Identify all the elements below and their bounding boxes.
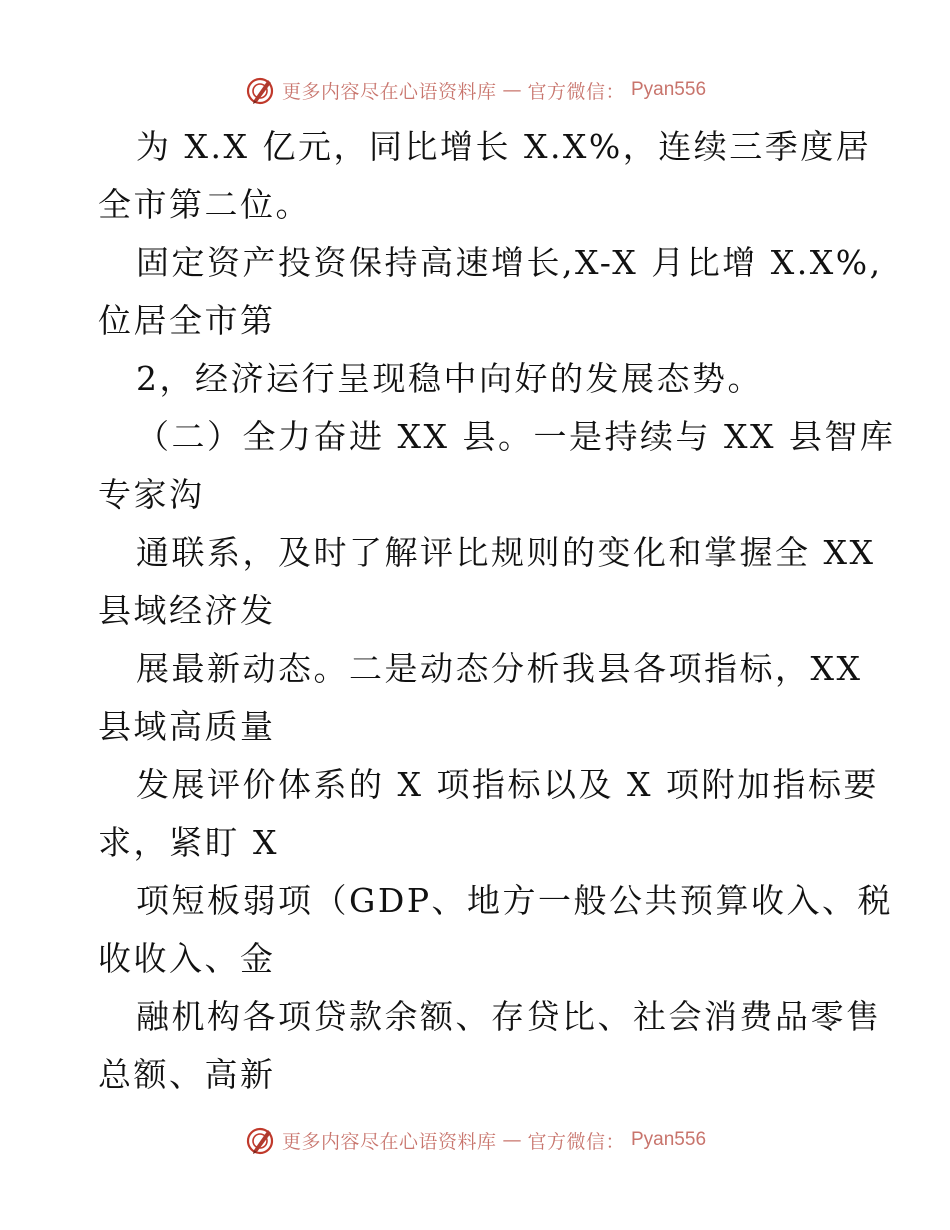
watermark-separator: —: [502, 1129, 522, 1151]
pen-logo-icon: [244, 1124, 276, 1156]
watermark-text: 更多内容尽在心语资料库: [281, 80, 497, 103]
footer-watermark: [0, 1122, 950, 1158]
watermark-separator: —: [502, 79, 522, 101]
watermark-text: 更多内容尽在心语资料库: [281, 1130, 497, 1153]
body-text-line: 展最新动态。二是动态分析我县各项指标，XX: [136, 649, 863, 688]
pen-logo-icon: [244, 74, 276, 106]
body-text-line: 固定资产投资保持高速增长,X-X 月比增 X.X%,: [136, 243, 883, 282]
header-watermark: [0, 72, 950, 108]
body-text-line: 收收入、金: [98, 939, 276, 978]
body-text-line: 总额、高新: [98, 1055, 276, 1094]
body-text-line: 全市第二位。: [98, 185, 311, 224]
watermark-wechat-id: Pyan556: [631, 79, 707, 100]
watermark-label: 官方微信：: [527, 1130, 625, 1153]
body-text-line: 求，紧盯 X: [98, 823, 279, 862]
body-text-line: 为 X.X 亿元，同比增长 X.X%，连续三季度居: [136, 127, 872, 166]
watermark-label: 官方微信：: [527, 80, 625, 103]
body-text-line: 县域经济发: [98, 591, 276, 630]
body-text-line: 县域高质量: [98, 707, 276, 746]
body-text-line: 2，经济运行呈现稳中向好的发展态势。: [136, 359, 763, 398]
body-text-line: 融机构各项贷款余额、存贷比、社会消费品零售: [136, 997, 882, 1036]
document-body: [98, 118, 896, 1104]
body-text-line: 专家沟: [98, 475, 205, 514]
body-text-line: 项短板弱项（GDP、地方一般公共预算收入、税: [136, 881, 894, 920]
body-text-line: 发展评价体系的 X 项指标以及 X 项附加指标要: [136, 765, 879, 804]
body-text-line: （二）全力奋进 XX 县。一是持续与 XX 县智库: [136, 417, 896, 456]
body-text-line: 通联系，及时了解评比规则的变化和掌握全 XX: [136, 533, 876, 572]
body-text-line: 位居全市第: [98, 301, 276, 340]
watermark-wechat-id: Pyan556: [631, 1129, 707, 1150]
